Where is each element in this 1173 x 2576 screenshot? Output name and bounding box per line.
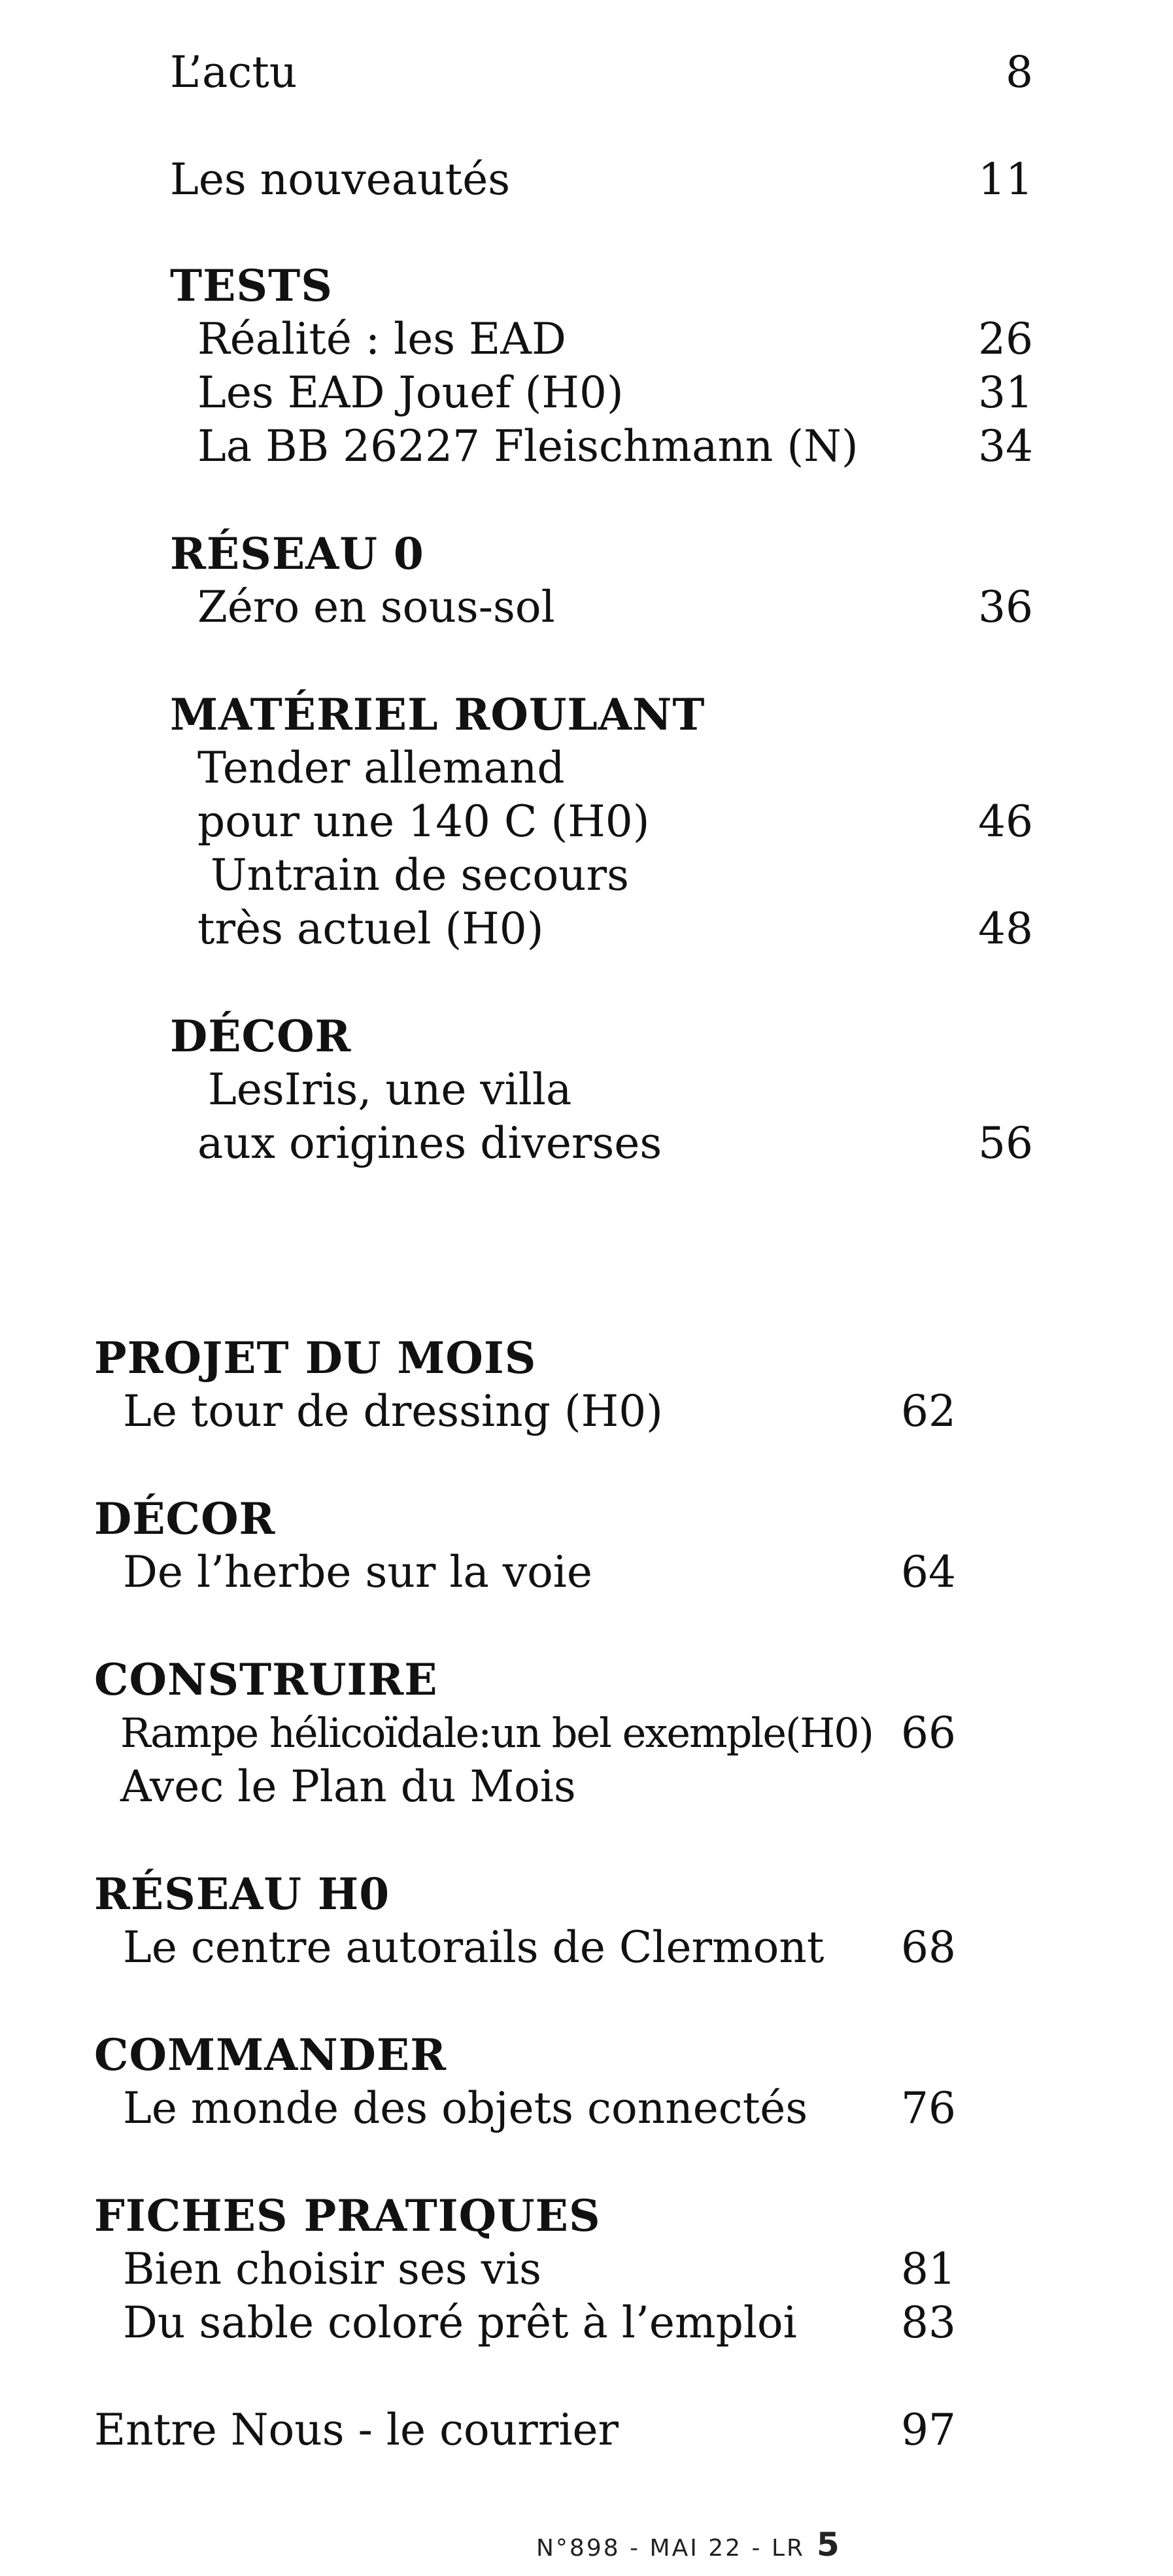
toc-entry: Bien choisir ses vis bbox=[123, 2244, 542, 2294]
section-heading-tests: TESTS bbox=[170, 260, 333, 311]
page-number: 97 bbox=[901, 2405, 956, 2455]
issue-info: N°898 - MAI 22 - LR bbox=[536, 2535, 806, 2562]
page-number: 36 bbox=[978, 582, 1033, 632]
page-number: 81 bbox=[901, 2244, 956, 2294]
toc-entry-courrier: Entre Nous - le courrier bbox=[94, 2405, 619, 2455]
page-number: 66 bbox=[901, 1708, 956, 1758]
toc-entry: La BB 26227 Fleischmann (N) bbox=[197, 421, 858, 471]
toc-entry-continued: très actuel (H0) bbox=[197, 904, 544, 954]
toc-entry-nouveautes: Les nouveautés bbox=[170, 154, 511, 205]
toc-entry: De l’herbe sur la voie bbox=[123, 1547, 592, 1597]
page-number: 76 bbox=[901, 2083, 956, 2133]
page-number: 83 bbox=[901, 2297, 956, 2348]
toc-entry: Rampe hélicoïdale:un bel exemple(H0) bbox=[120, 1709, 873, 1757]
toc-entry: Les EAD Jouef (H0) bbox=[197, 367, 624, 418]
page-number: 11 bbox=[978, 154, 1033, 205]
page-number: 34 bbox=[978, 421, 1033, 471]
toc-entry: Le tour de dressing (H0) bbox=[123, 1386, 663, 1436]
toc-entry-actu: L’actu bbox=[170, 47, 298, 97]
toc-entry: Avec le Plan du Mois bbox=[120, 1761, 576, 1812]
toc-entry: Zéro en sous-sol bbox=[197, 582, 555, 632]
section-heading-construire: CONSTRUIRE bbox=[94, 1654, 438, 1705]
page-number: 31 bbox=[978, 367, 1033, 418]
section-heading-fiches-pratiques: FICHES PRATIQUES bbox=[94, 2190, 601, 2241]
section-heading-reseau-0: RÉSEAU 0 bbox=[170, 528, 424, 579]
toc-entry: Tender allemand bbox=[197, 743, 565, 793]
folio-number: 5 bbox=[817, 2526, 840, 2564]
toc-entry-continued: pour une 140 C (H0) bbox=[197, 796, 650, 847]
section-heading-decor: DÉCOR bbox=[170, 1011, 352, 1062]
section-heading-materiel-roulant: MATÉRIEL ROULANT bbox=[170, 689, 706, 740]
page-number: 68 bbox=[901, 1922, 956, 1973]
section-heading-reseau-h0: RÉSEAU H0 bbox=[94, 1869, 390, 1920]
page-number: 48 bbox=[978, 904, 1033, 954]
page-number: 56 bbox=[978, 1118, 1033, 1168]
section-heading-projet-du-mois: PROJET DU MOIS bbox=[94, 1332, 537, 1383]
toc-entry-continued: aux origines diverses bbox=[197, 1118, 662, 1168]
page-number: 8 bbox=[1006, 47, 1033, 97]
section-heading-commander: COMMANDER bbox=[94, 2029, 447, 2080]
page-number: 46 bbox=[978, 796, 1033, 847]
page-number: 64 bbox=[901, 1547, 956, 1597]
page-number: 62 bbox=[901, 1386, 956, 1436]
toc-entry: LesIris, une villa bbox=[208, 1064, 572, 1115]
section-heading-decor: DÉCOR bbox=[94, 1493, 276, 1544]
page-number: 26 bbox=[978, 314, 1033, 364]
toc-entry: Réalité : les EAD bbox=[197, 314, 566, 364]
toc-entry: Du sable coloré prêt à l’emploi bbox=[123, 2297, 797, 2348]
toc-entry: Le centre autorails de Clermont bbox=[123, 1922, 824, 1973]
toc-entry: Untrain de secours bbox=[211, 850, 629, 900]
toc-entry: Le monde des objets connectés bbox=[123, 2083, 808, 2133]
page-footer bbox=[536, 2525, 928, 2564]
